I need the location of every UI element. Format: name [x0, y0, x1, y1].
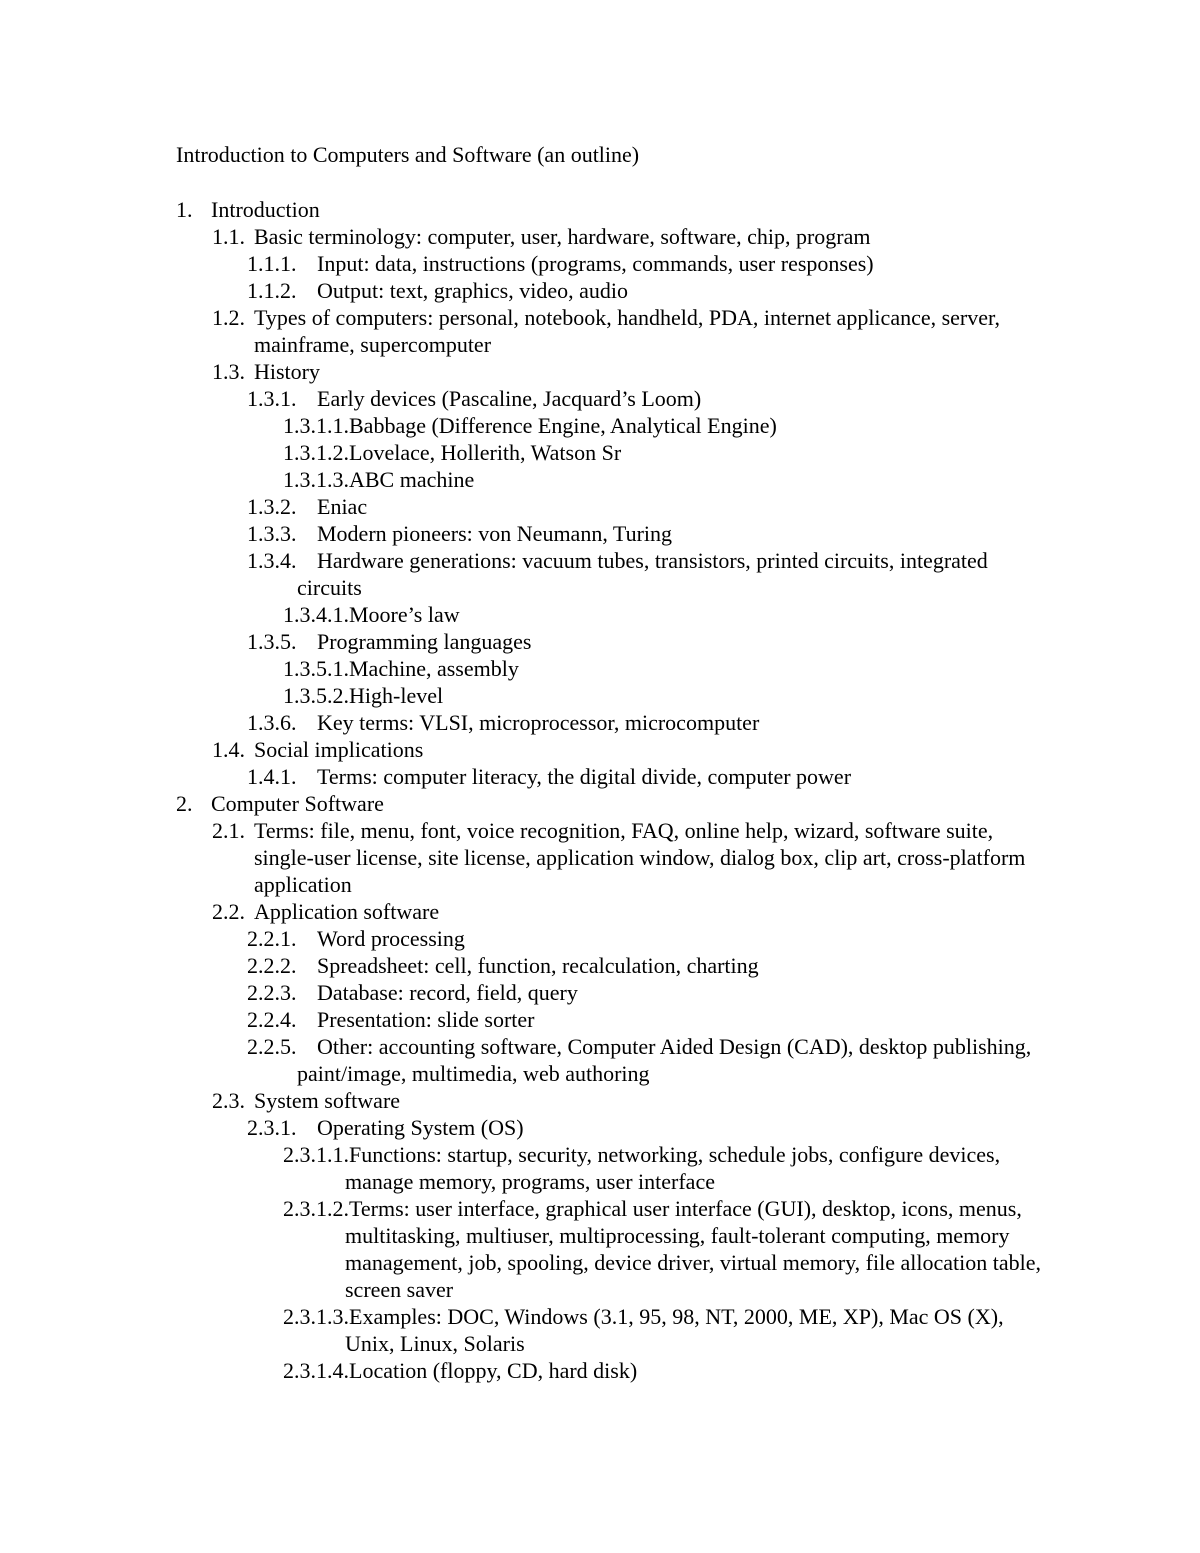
outline-item-text: Types of computers: personal, notebook, handheld, PDA, internet applicance, server,	[254, 305, 1000, 330]
outline-item-text: Social implications	[254, 737, 424, 762]
outline-item-text: 2.3.1.2.Terms: user interface, graphical user interface (GUI), desktop, icons, menus,	[283, 1196, 1022, 1221]
outline-item-text: 1.3.4.1.Moore’s law	[283, 602, 460, 627]
outline-item-number: 2.2.5.	[247, 1034, 297, 1059]
outline-item-text: Operating System (OS)	[317, 1115, 524, 1140]
outline-item-number: 1.3.1.	[247, 386, 297, 411]
outline-item-text: 1.3.1.2.Lovelace, Hollerith, Watson Sr	[283, 440, 622, 465]
outline-item-text: screen saver	[345, 1277, 454, 1302]
outline-item-text: 2.3.1.1.Functions: startup, security, networking, schedule jobs, configure devices,	[283, 1142, 1001, 1167]
outline-item-text: application	[254, 872, 352, 897]
outline-item-number: 1.3.2.	[247, 494, 297, 519]
outline-item-text: manage memory, programs, user interface	[345, 1169, 715, 1194]
outline-item-text: Terms: computer literacy, the digital divide, computer power	[317, 764, 852, 789]
outline-item-text: 1.3.5.1.Machine, assembly	[283, 656, 519, 681]
outline-item-number: 1.2.	[212, 305, 245, 330]
outline-item-text: Input: data, instructions (programs, commands, user responses)	[317, 251, 874, 276]
outline-item-text: management, job, spooling, device driver, virtual memory, file allocation table,	[345, 1250, 1041, 1275]
outline-item-number: 1.4.1.	[247, 764, 297, 789]
outline-item-number: 1.1.1.	[247, 251, 297, 276]
outline-item-number: 1.3.4.	[247, 548, 297, 573]
outline-item-text: Database: record, field, query	[317, 980, 578, 1005]
outline-item-text: Application software	[254, 899, 440, 924]
outline-item-number: 2.3.	[212, 1088, 245, 1113]
outline-item-number: 1.1.	[212, 224, 245, 249]
outline-item-text: Spreadsheet: cell, function, recalculation, charting	[317, 953, 759, 978]
outline-item-text: 1.3.1.3.ABC machine	[283, 467, 475, 492]
outline-item-text: Eniac	[317, 494, 368, 519]
outline-item-text: System software	[254, 1088, 401, 1113]
outline-item-number: 1.3.5.	[247, 629, 297, 654]
outline-item-number: 2.2.3.	[247, 980, 297, 1005]
outline-item-text: Presentation: slide sorter	[317, 1007, 535, 1032]
outline-item-text: single-user license, site license, application window, dialog box, clip art, cross-platform	[254, 845, 1026, 870]
outline-item-text: 1.3.5.2.High-level	[283, 683, 444, 708]
outline-item-text: Introduction	[211, 197, 320, 222]
outline-item-number: 2.2.1.	[247, 926, 297, 951]
outline-item-number: 1.3.6.	[247, 710, 297, 735]
outline-item-text: Early devices (Pascaline, Jacquard’s Loom)	[317, 386, 702, 411]
outline-item-text: mainframe, supercomputer	[254, 332, 492, 357]
outline-item-text: History	[254, 359, 320, 384]
outline-item-text: 2.3.1.3.Examples: DOC, Windows (3.1, 95, 98, NT, 2000, ME, XP), Mac OS (X),	[283, 1304, 1004, 1329]
outline-item-text: Output: text, graphics, video, audio	[317, 278, 628, 303]
outline-item-text: Other: accounting software, Computer Aided Design (CAD), desktop publishing,	[317, 1034, 1032, 1059]
outline-item-text: Key terms: VLSI, microprocessor, microcomputer	[317, 710, 760, 735]
outline-item-text: Terms: file, menu, font, voice recognition, FAQ, online help, wizard, software suite,	[254, 818, 994, 843]
outline-item-number: 1.3.3.	[247, 521, 297, 546]
outline-item-number: 1.4.	[212, 737, 245, 762]
outline-item-text: Hardware generations: vacuum tubes, transistors, printed circuits, integrated	[317, 548, 988, 573]
outline-item-number: 1.3.	[212, 359, 245, 384]
document-title: Introduction to Computers and Software (an outline)	[176, 142, 640, 167]
outline-item-text: Basic terminology: computer, user, hardware, software, chip, program	[254, 224, 871, 249]
outline-item-number: 2.	[176, 791, 193, 816]
outline-item-text: Unix, Linux, Solaris	[345, 1331, 525, 1356]
outline-item-text: 2.3.1.4.Location (floppy, CD, hard disk)	[283, 1358, 638, 1383]
outline-item-number: 1.	[176, 197, 193, 222]
outline-item-text: Word processing	[317, 926, 465, 951]
outline-item-number: 1.1.2.	[247, 278, 297, 303]
outline-item-number: 2.1.	[212, 818, 245, 843]
outline-item-text: Computer Software	[211, 791, 384, 816]
outline-item-number: 2.2.4.	[247, 1007, 297, 1032]
outline-item-text: circuits	[297, 575, 362, 600]
outline-item-number: 2.2.2.	[247, 953, 297, 978]
outline-item-number: 2.2.	[212, 899, 245, 924]
outline-item-number: 2.3.1.	[247, 1115, 297, 1140]
outline-item-text: Programming languages	[317, 629, 532, 654]
outline-item-text: 1.3.1.1.Babbage (Difference Engine, Analytical Engine)	[283, 413, 777, 438]
outline-item-text: paint/image, multimedia, web authoring	[297, 1061, 650, 1086]
outline-item-text: Modern pioneers: von Neumann, Turing	[317, 521, 673, 546]
outline-item-text: multitasking, multiuser, multiprocessing, fault-tolerant computing, memory	[345, 1223, 1010, 1248]
